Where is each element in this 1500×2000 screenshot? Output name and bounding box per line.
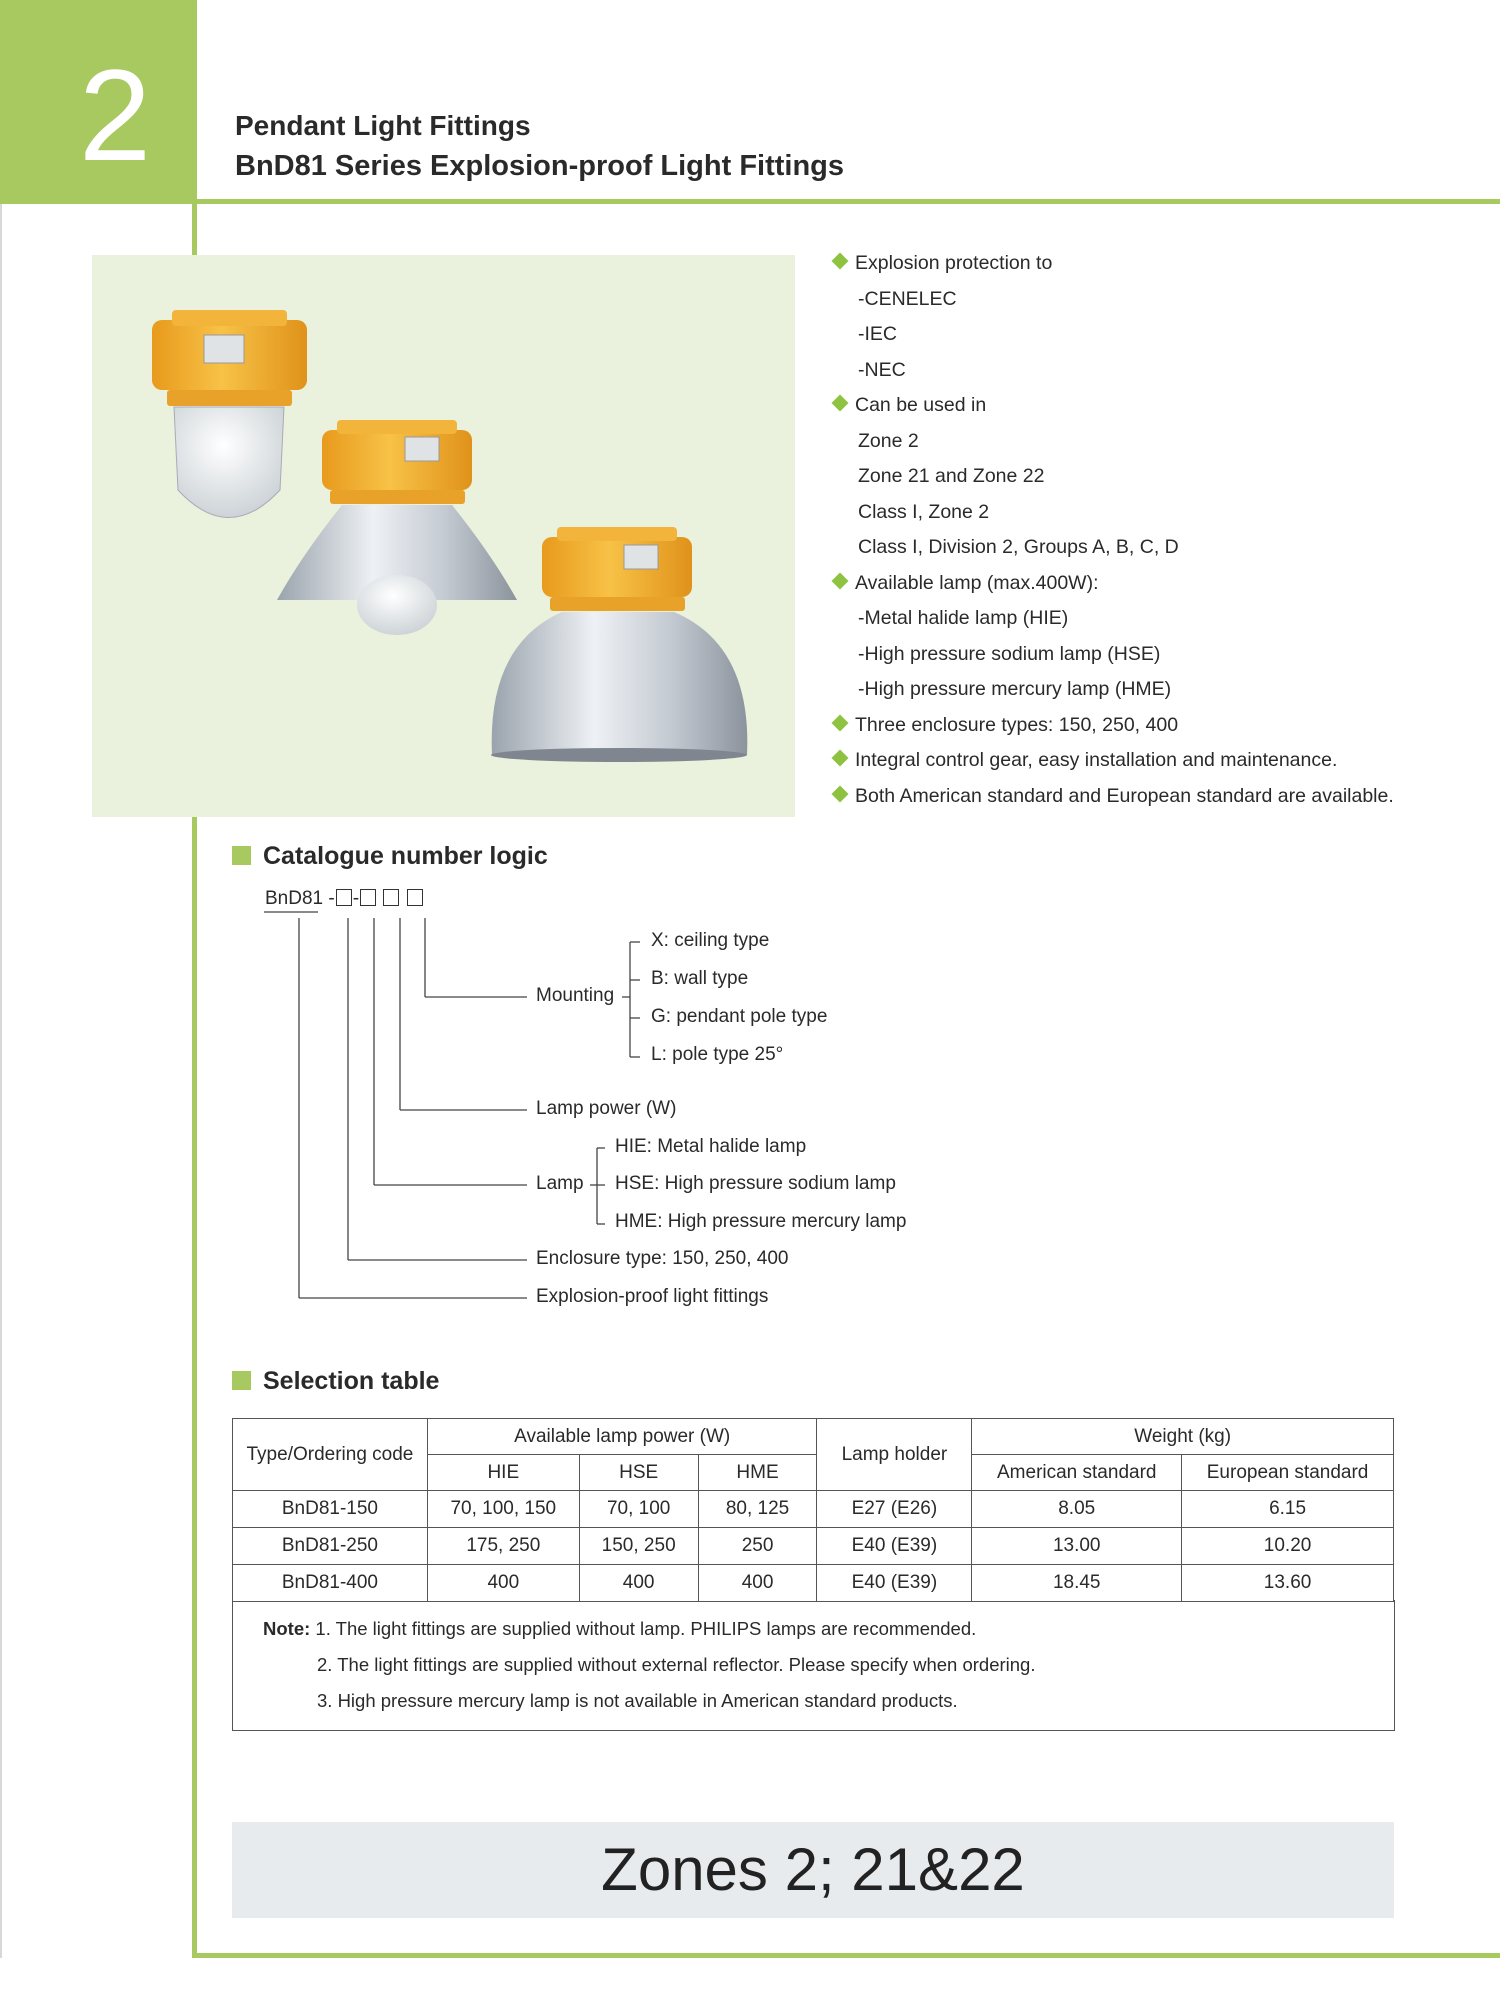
cell-hie: 400 (427, 1565, 579, 1602)
header-holder: Lamp holder (817, 1419, 972, 1491)
selection-table (232, 1418, 1394, 1602)
mounting-option: L: pole type 25° (651, 1044, 784, 1065)
catalogue-code: BnD81 - - (265, 888, 424, 910)
feature-item: Available lamp (max.400W): (830, 566, 1470, 602)
cell-holder: E40 (E39) (817, 1528, 972, 1565)
cell-type: BnD81-400 (233, 1565, 428, 1602)
selection-heading: Selection table (232, 1367, 439, 1396)
feature-item: Explosion protection to (830, 246, 1470, 282)
feature-item: Both American standard and European standard are available. (830, 779, 1470, 815)
feature-subitem: -Metal halide lamp (HIE) (858, 607, 1069, 629)
cell-american: 13.00 (972, 1528, 1182, 1565)
cell-european: 6.15 (1182, 1491, 1394, 1528)
cell-hse: 70, 100 (579, 1491, 698, 1528)
feature-subitem: -NEC (858, 358, 906, 381)
cell-hie: 175, 250 (427, 1528, 579, 1565)
cell-hme: 250 (698, 1528, 817, 1565)
feature-subitem: -High pressure sodium lamp (HSE) (858, 642, 1161, 665)
note-line: 3. High pressure mercury lamp is not available in American standard products. (317, 1690, 958, 1711)
cell-holder: E40 (E39) (817, 1565, 972, 1602)
note-line: Note: 1. The light fittings are supplied without lamp. PHILIPS lamps are recommended. (263, 1618, 977, 1639)
feature-item: Integral control gear, easy installation and maintenance. (830, 743, 1470, 779)
cell-american: 8.05 (972, 1491, 1182, 1528)
catalogue-heading: Catalogue number logic (232, 842, 548, 871)
page-subtitle: BnD81 Series Explosion-proof Light Fittings (235, 150, 845, 182)
feature-subitem: -High pressure mercury lamp (HME) (858, 678, 1172, 700)
lamp-option: HME: High pressure mercury lamp (615, 1211, 907, 1232)
lamp-power-label: Lamp power (W) (536, 1098, 677, 1119)
enclosure-label: Enclosure type: 150, 250, 400 (536, 1248, 789, 1269)
feature-subitem: -CENELEC (858, 287, 957, 310)
header-american: American standard (972, 1455, 1182, 1491)
feature-item: Three enclosure types: 150, 250, 400 (830, 708, 1470, 744)
table-row (233, 1491, 1394, 1528)
cell-hse: 150, 250 (579, 1528, 698, 1565)
header-type: Type/Ordering code (233, 1419, 428, 1491)
table-row (233, 1528, 1394, 1565)
feature-subitem: Class I, Zone 2 (858, 500, 990, 523)
cell-hme: 400 (698, 1565, 817, 1602)
cell-hie: 70, 100, 150 (427, 1491, 579, 1528)
feature-subitem: Zone 2 (858, 429, 919, 452)
note-line: 2. The light fittings are supplied without external reflector. Please specify when ordering. (317, 1654, 1036, 1675)
feature-item: Can be used in (830, 388, 1470, 424)
cell-hme: 80, 125 (698, 1491, 817, 1528)
header-hme: HME (698, 1455, 817, 1491)
mounting-option: B: wall type (651, 968, 749, 989)
fittings-label: Explosion-proof light fittings (536, 1286, 769, 1307)
section-marker (232, 1371, 251, 1390)
cell-hse: 400 (579, 1565, 698, 1602)
cell-holder: E27 (E26) (817, 1491, 972, 1528)
notes-box (232, 1600, 1395, 1731)
feature-subitem: Class I, Division 2, Groups A, B, C, D (858, 536, 1179, 558)
lamp-option: HIE: Metal halide lamp (615, 1136, 807, 1157)
cell-american: 18.45 (972, 1565, 1182, 1602)
feature-subitem: -IEC (858, 323, 897, 345)
zones-banner: Zones 2; 21&22 (232, 1822, 1394, 1918)
header-power: Available lamp power (W) (427, 1419, 817, 1455)
cell-european: 10.20 (1182, 1528, 1394, 1565)
cell-type: BnD81-150 (233, 1491, 428, 1528)
table-row (233, 1565, 1394, 1602)
lamp-label: Lamp (536, 1173, 584, 1194)
header-european: European standard (1182, 1455, 1394, 1491)
chapter-number: 2 (78, 42, 152, 188)
header-hse: HSE (579, 1455, 698, 1491)
header-weight: Weight (kg) (972, 1419, 1394, 1455)
page-title: Pendant Light Fittings (235, 110, 531, 141)
mounting-option: X: ceiling type (651, 930, 770, 951)
header-hie: HIE (427, 1455, 579, 1491)
lamp-option: HSE: High pressure sodium lamp (615, 1173, 896, 1194)
cell-european: 13.60 (1182, 1565, 1394, 1602)
cell-type: BnD81-250 (233, 1528, 428, 1565)
mounting-label: Mounting (536, 985, 615, 1006)
mounting-option: G: pendant pole type (651, 1006, 828, 1027)
feature-subitem: Zone 21 and Zone 22 (858, 465, 1045, 487)
